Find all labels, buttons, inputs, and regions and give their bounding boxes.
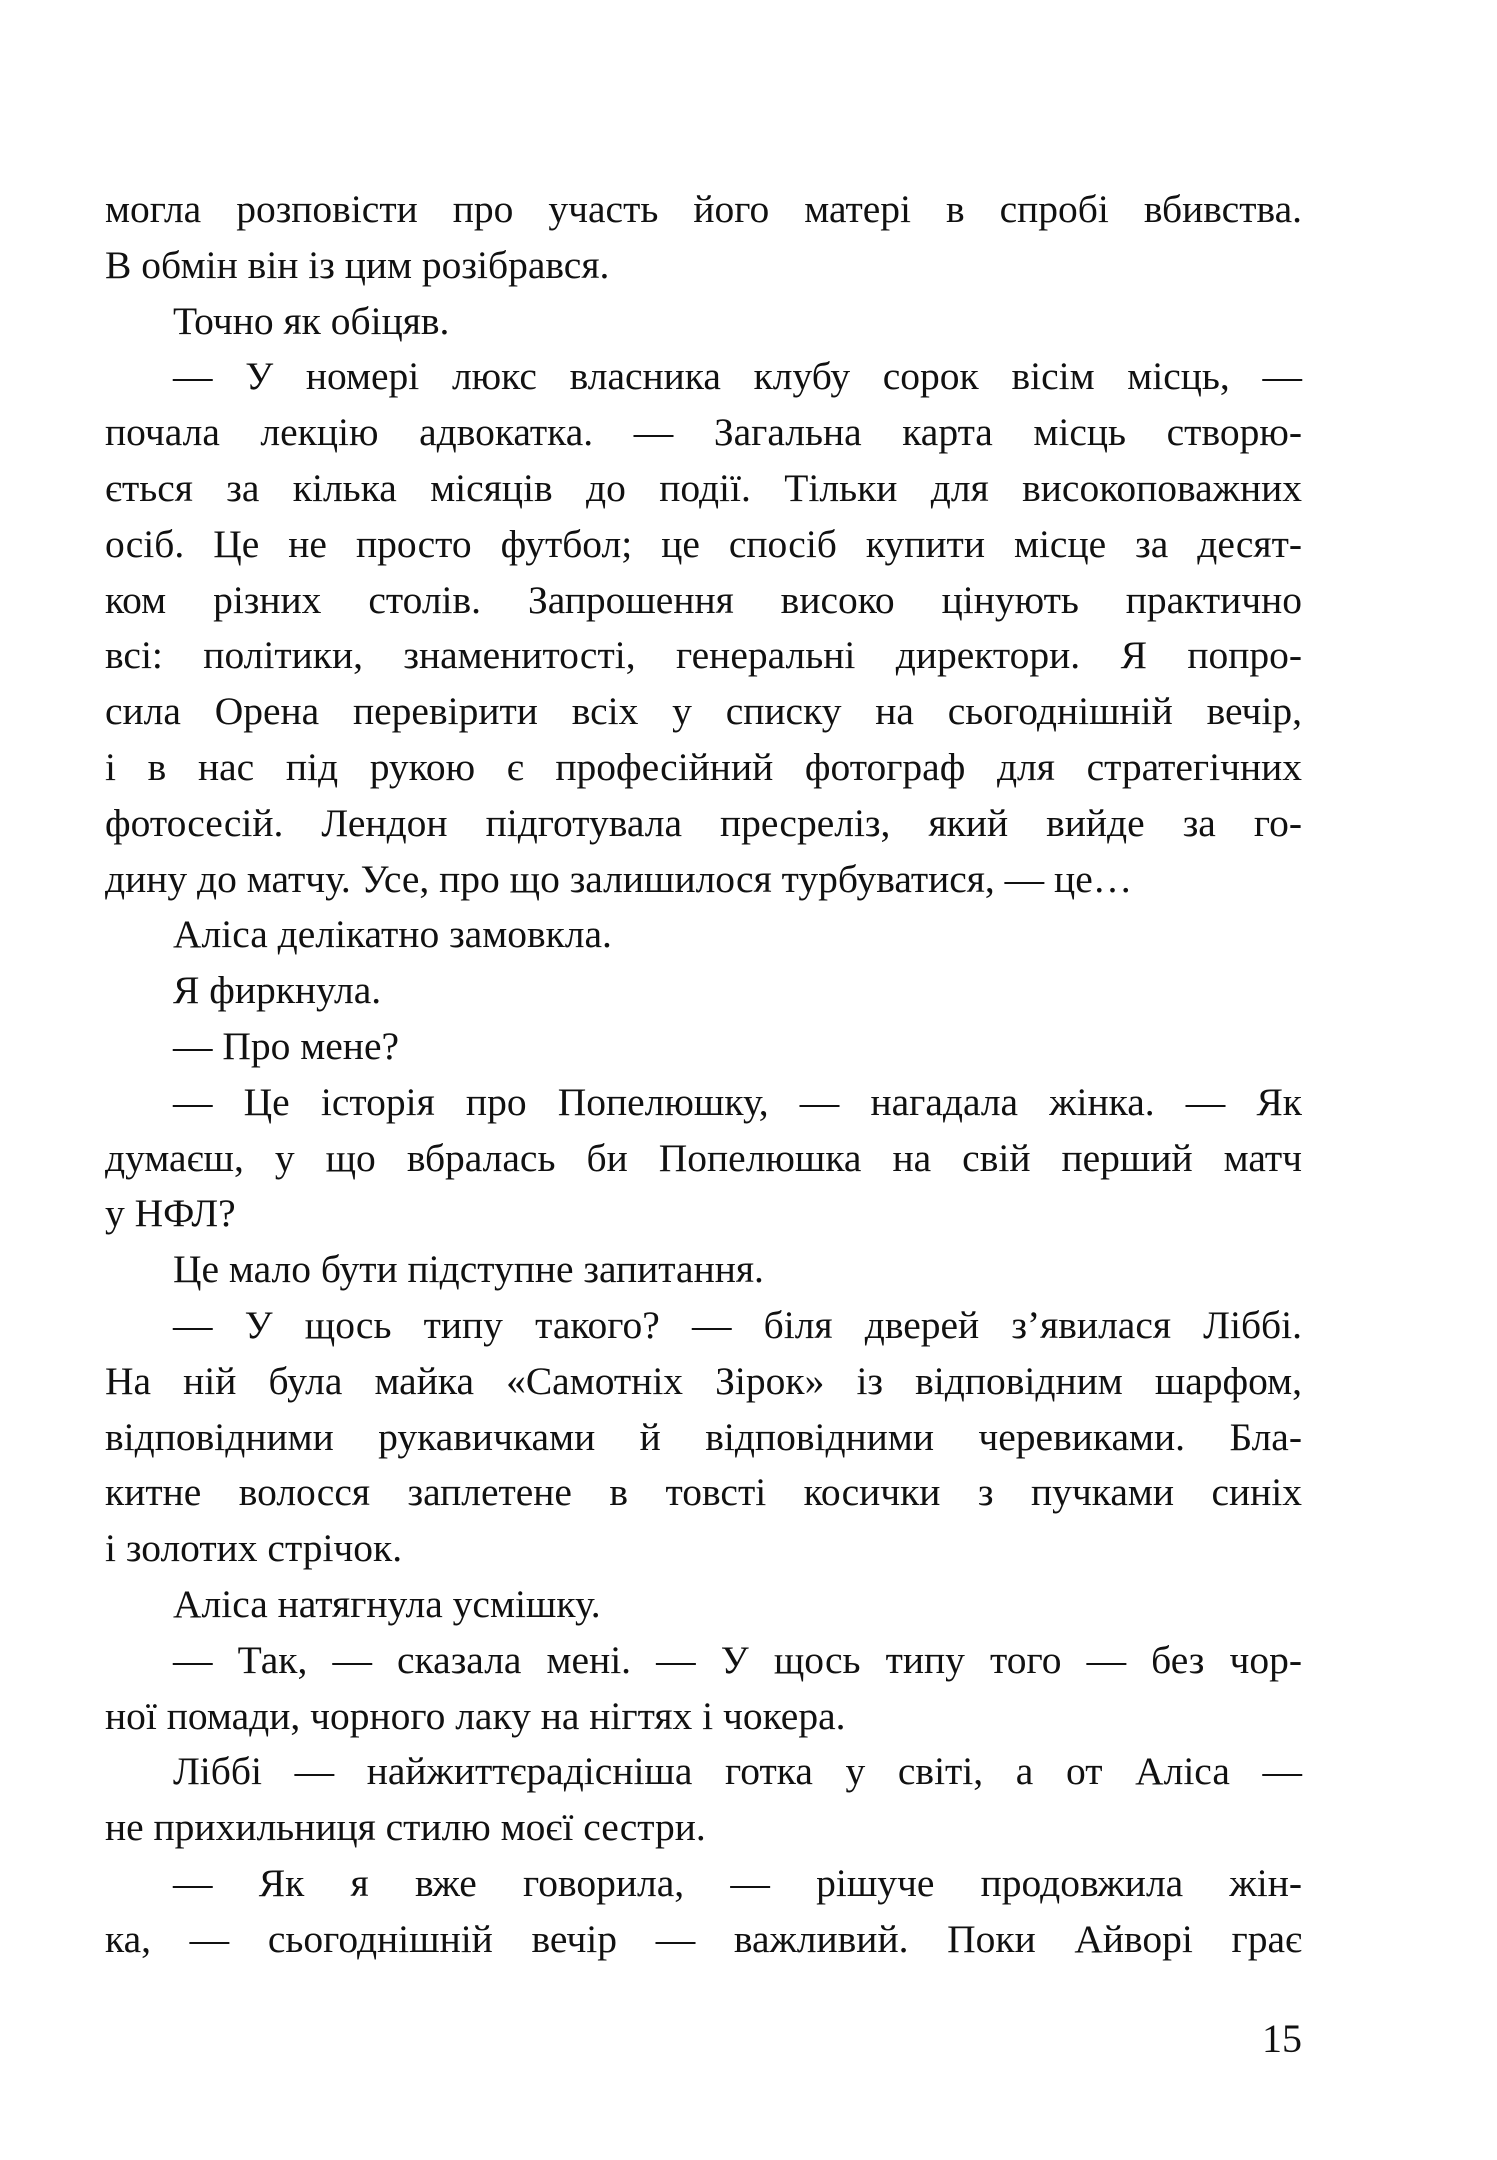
text-line: китне волосся заплетене в товсті косички з пучками синіх [105,1470,1302,1515]
text-line: В обмін він із цим розібрався. [105,242,610,287]
text-line: ка, — сьогоднішній вечір — важливий. Поки Айворі грає [105,1916,1302,1961]
text-line: Я фиркнула. [173,968,382,1013]
text-line: — Це історія про Попелюшку, — нагадала жінка. — Як [173,1079,1302,1124]
text-line: і золотих стрічок. [105,1526,403,1571]
text-line: — Як я вже говорила, — рішуче продовжила жін- [173,1860,1302,1905]
text-line: — У номері люкс власника клубу сорок вісім місць, — [173,354,1302,399]
text-line: не прихильниця стилю моєї сестри. [105,1805,706,1850]
text-line: фотосесій. Лендон підготувала пресреліз, який вийде за го- [105,800,1302,845]
text-line: почала лекцію адвокатка. — Загальна карта місць створю- [105,410,1302,455]
text-line: Аліса натягнула усмішку. [173,1581,601,1626]
text-line: Точно як обіцяв. [173,298,450,343]
page-number: 15 [1262,2016,1302,2061]
text-line: — Про мене? [173,1023,400,1068]
body-text [105,182,1302,1968]
text-line: у НФЛ? [105,1191,236,1236]
text-line: — У щось типу такого? — біля дверей з’явилася Ліббі. [173,1302,1302,1347]
text-line: ється за кілька місяців до події. Тільки для високоповажних [105,465,1302,510]
text-line: ної помади, чорного лаку на нігтях і чокера. [105,1693,846,1738]
text-line: сила Орена перевірити всіх у списку на сьогоднішній вечір, [105,689,1302,734]
text-line: і в нас під рукою є професійний фотограф для стратегічних [105,744,1302,789]
text-line: думаєш, у що вбралась би Попелюшка на свій перший матч [105,1135,1302,1180]
text-line: дину до матчу. Усе, про що залишилося турбуватися, — це… [105,856,1133,901]
text-line: Це мало бути підступне запитання. [173,1247,764,1292]
text-line: ком різних столів. Запрошення високо цінують практично [105,577,1302,622]
text-line: відповідними рукавичками й відповідними черевиками. Бла- [105,1414,1302,1459]
text-line: всі: політики, знаменитості, генеральні директори. Я попро- [105,633,1302,678]
text-line: Ліббі — найжиттєрадісніша готка у світі, а от Аліса — [173,1749,1302,1794]
text-line: — Так, — сказала мені. — У щось типу того — без чор- [173,1637,1302,1682]
text-line: Аліса делікатно замовкла. [173,912,612,957]
text-line: могла розповісти про участь його матері в спробі вбивства. [105,187,1302,231]
text-line: осіб. Це не просто футбол; це спосіб купити місце за десят- [105,521,1302,566]
text-line: На ній була майка «Самотніх Зірок» із відповідним шарфом, [105,1358,1302,1403]
